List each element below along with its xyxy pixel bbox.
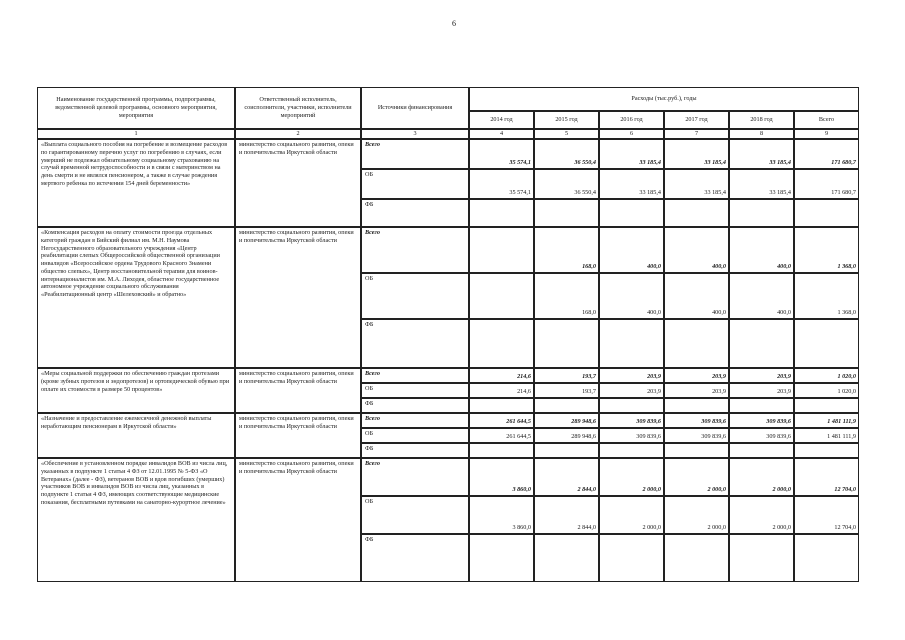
value-ob-2017: 400,0 xyxy=(664,273,729,319)
value-total-all: 1 481 111,9 xyxy=(794,413,859,428)
budget-table xyxy=(37,87,859,582)
value-total-2015: 36 550,4 xyxy=(534,139,599,169)
header-funding-sources: Источники финансирования xyxy=(361,87,469,129)
value-total-2017: 203,9 xyxy=(664,368,729,383)
source-total-label: Всего xyxy=(361,227,469,273)
column-number-5: 5 xyxy=(534,129,599,139)
row-program-name: «Выплата социального пособия на погребение и возмещение расходов по гарантированному перечню услуг по погребению в случаях, если умерший не подлежал обязательному социальному страхованию на случай временной нетрудоспособности и в связи с материнством на день смерти и не являлся пенсионером, а также в случае рождения мертвого ребенка по истечении 154 дней беременности» xyxy=(37,139,235,227)
column-number-row xyxy=(37,129,859,139)
value-fb-2014 xyxy=(469,398,534,413)
column-number-6: 6 xyxy=(599,129,664,139)
column-number-3: 3 xyxy=(361,129,469,139)
value-total-2017: 33 185,4 xyxy=(664,139,729,169)
header-year-2017: 2017 год xyxy=(664,111,729,129)
source-total-label: Всего xyxy=(361,139,469,169)
value-fb-2016 xyxy=(599,398,664,413)
value-total-all: 1 020,0 xyxy=(794,368,859,383)
value-ob-2014: 3 860,0 xyxy=(469,496,534,534)
value-fb-2016 xyxy=(599,443,664,458)
value-fb-all xyxy=(794,199,859,227)
table-row xyxy=(37,413,859,458)
value-total-2016: 2 000,0 xyxy=(599,458,664,496)
value-total-2018: 33 185,4 xyxy=(729,139,794,169)
value-fb-2018 xyxy=(729,443,794,458)
source-fb-label: ФБ xyxy=(361,534,469,582)
value-fb-2016 xyxy=(599,199,664,227)
value-ob-2014 xyxy=(469,273,534,319)
row-executor: министерство социального развития, опеки и попечительства Иркутской области xyxy=(235,227,361,368)
value-ob-2017: 33 185,4 xyxy=(664,169,729,199)
value-fb-2014 xyxy=(469,199,534,227)
value-total-2014: 35 574,1 xyxy=(469,139,534,169)
header-program-name: Наименование государственной программы, подпрограммы, ведомственной целевой программы, основного мероприятия, мероприятия xyxy=(37,87,235,129)
value-ob-2018: 400,0 xyxy=(729,273,794,319)
value-fb-all xyxy=(794,443,859,458)
value-total-all: 12 704,0 xyxy=(794,458,859,496)
header-year-2018: 2018 год xyxy=(729,111,794,129)
source-fb-label: ФБ xyxy=(361,319,469,368)
value-total-2018: 309 839,6 xyxy=(729,413,794,428)
value-ob-2016: 33 185,4 xyxy=(599,169,664,199)
value-ob-2015: 193,7 xyxy=(534,383,599,398)
page-number: 6 xyxy=(452,19,456,28)
value-ob-2015: 2 844,0 xyxy=(534,496,599,534)
value-fb-2017 xyxy=(664,319,729,368)
value-ob-2018: 309 839,6 xyxy=(729,428,794,443)
row-executor: министерство социального развития, опеки и попечительства Иркутской области xyxy=(235,413,361,458)
source-ob-label: ОБ xyxy=(361,496,469,534)
header-year-2014: 2014 год xyxy=(469,111,534,129)
table-row xyxy=(37,227,859,368)
row-executor: министерство социального развития, опеки и попечительства Иркутской области xyxy=(235,368,361,413)
source-ob-label: ОБ xyxy=(361,169,469,199)
value-fb-2015 xyxy=(534,199,599,227)
row-program-name: «Обеспечение в установленном порядке инвалидов ВОВ из числа лиц, указанных в подпункте 1 статьи 4 ФЗ от 12.01.1995 № 5-ФЗ «О Ветеранах» (далее - ФЗ), ветеранов ВОВ и вдов погибших (умерших) участников ВОВ и инвалидов ВОВ из числа лиц, указанных в подпункте 1 статьи 4 ФЗ, имеющих соответствующие медицинские показания, бесплатными путевками на санаторно-курортное лечение» xyxy=(37,458,235,582)
value-total-2016: 400,0 xyxy=(599,227,664,273)
header-total: Всего xyxy=(794,111,859,129)
row-program-name: «Меры социальной поддержки по обеспечению граждан протезами (кроме зубных протезов и эндопротезов) и ортопедической обувью при оплате их стоимости в размере 50 процентов» xyxy=(37,368,235,413)
table-row xyxy=(37,458,859,582)
table-row xyxy=(37,368,859,413)
value-ob-2014: 214,6 xyxy=(469,383,534,398)
column-number-7: 7 xyxy=(664,129,729,139)
value-ob-2016: 2 000,0 xyxy=(599,496,664,534)
value-ob-2014: 261 644,5 xyxy=(469,428,534,443)
column-number-8: 8 xyxy=(729,129,794,139)
table-row xyxy=(37,139,859,227)
value-ob-2017: 2 000,0 xyxy=(664,496,729,534)
value-fb-2016 xyxy=(599,319,664,368)
row-program-name: «Назначение и предоставление ежемесячной денежной выплаты неработающим пенсионерам в Иркутской области» xyxy=(37,413,235,458)
source-ob-label: ОБ xyxy=(361,428,469,443)
value-total-2018: 2 000,0 xyxy=(729,458,794,496)
value-fb-2017 xyxy=(664,443,729,458)
row-executor: министерство социального развития, опеки и попечительства Иркутской области xyxy=(235,139,361,227)
value-ob-2017: 309 839,6 xyxy=(664,428,729,443)
value-fb-2015 xyxy=(534,443,599,458)
value-total-2015: 2 844,0 xyxy=(534,458,599,496)
value-fb-2015 xyxy=(534,534,599,582)
column-number-4: 4 xyxy=(469,129,534,139)
value-total-2014: 261 644,5 xyxy=(469,413,534,428)
value-ob-2014: 35 574,1 xyxy=(469,169,534,199)
source-total-label: Всего xyxy=(361,413,469,428)
value-ob-2015: 36 550,4 xyxy=(534,169,599,199)
source-ob-label: ОБ xyxy=(361,383,469,398)
value-fb-all xyxy=(794,319,859,368)
value-total-2014: 214,6 xyxy=(469,368,534,383)
value-fb-2017 xyxy=(664,398,729,413)
value-total-2016: 203,9 xyxy=(599,368,664,383)
column-number-1: 1 xyxy=(37,129,235,139)
value-fb-all xyxy=(794,398,859,413)
value-fb-2018 xyxy=(729,398,794,413)
value-total-2017: 309 839,6 xyxy=(664,413,729,428)
value-ob-all: 171 680,7 xyxy=(794,169,859,199)
value-total-2015: 193,7 xyxy=(534,368,599,383)
value-ob-2016: 400,0 xyxy=(599,273,664,319)
value-ob-2018: 2 000,0 xyxy=(729,496,794,534)
value-ob-2018: 203,9 xyxy=(729,383,794,398)
value-fb-2014 xyxy=(469,534,534,582)
value-total-2014: 3 860,0 xyxy=(469,458,534,496)
value-fb-2018 xyxy=(729,199,794,227)
source-fb-label: ФБ xyxy=(361,199,469,227)
value-ob-2018: 33 185,4 xyxy=(729,169,794,199)
source-ob-label: ОБ xyxy=(361,273,469,319)
value-ob-2016: 203,9 xyxy=(599,383,664,398)
value-total-2016: 309 839,6 xyxy=(599,413,664,428)
value-ob-2016: 309 839,6 xyxy=(599,428,664,443)
source-total-label: Всего xyxy=(361,368,469,383)
value-fb-2018 xyxy=(729,319,794,368)
value-fb-2016 xyxy=(599,534,664,582)
header-expenses-group: Расходы (тыс.руб.), годы xyxy=(469,87,859,111)
value-total-all: 171 680,7 xyxy=(794,139,859,169)
value-total-2018: 400,0 xyxy=(729,227,794,273)
source-fb-label: ФБ xyxy=(361,443,469,458)
value-ob-all: 1 368,0 xyxy=(794,273,859,319)
value-fb-2014 xyxy=(469,443,534,458)
value-ob-2017: 203,9 xyxy=(664,383,729,398)
column-number-9: 9 xyxy=(794,129,859,139)
header-year-2016: 2016 год xyxy=(599,111,664,129)
value-ob-2015: 168,0 xyxy=(534,273,599,319)
value-total-2016: 33 185,4 xyxy=(599,139,664,169)
row-program-name: «Компенсация расходов на оплату стоимости проезда отдельных категорий граждан в Бийский филиал им. М.Н. Наумова Негосударственного образовательного учреждения «Центр реабилитации слепых Общероссийской общественной организации инвалидов «Всероссийское ордена Трудового Красного Знамени общество слепых», Центр восстановительной терапии для воинов-интернационалистов им. М.А. Лиходея, областное государственное автономное учреждение социального обслуживания «Реабилитационный центр «Шелеховский» и обратно» xyxy=(37,227,235,368)
source-total-label: Всего xyxy=(361,458,469,496)
value-total-2015: 168,0 xyxy=(534,227,599,273)
value-fb-2018 xyxy=(729,534,794,582)
header-responsible: Ответственный исполнитель, соисполнители, участники, исполнители мероприятий xyxy=(235,87,361,129)
value-total-all: 1 368,0 xyxy=(794,227,859,273)
value-total-2015: 289 948,6 xyxy=(534,413,599,428)
value-fb-2017 xyxy=(664,534,729,582)
value-total-2017: 400,0 xyxy=(664,227,729,273)
value-fb-2017 xyxy=(664,199,729,227)
value-ob-2015: 289 948,6 xyxy=(534,428,599,443)
value-total-2017: 2 000,0 xyxy=(664,458,729,496)
value-fb-2015 xyxy=(534,319,599,368)
value-fb-2014 xyxy=(469,319,534,368)
column-number-2: 2 xyxy=(235,129,361,139)
value-ob-all: 1 481 111,9 xyxy=(794,428,859,443)
value-total-2014 xyxy=(469,227,534,273)
value-ob-all: 1 020,0 xyxy=(794,383,859,398)
row-executor: министерство социального развития, опеки и попечительства Иркутской области xyxy=(235,458,361,582)
value-fb-2015 xyxy=(534,398,599,413)
value-ob-all: 12 704,0 xyxy=(794,496,859,534)
source-fb-label: ФБ xyxy=(361,398,469,413)
value-total-2018: 203,9 xyxy=(729,368,794,383)
value-fb-all xyxy=(794,534,859,582)
header-year-2015: 2015 год xyxy=(534,111,599,129)
table-header xyxy=(37,87,859,129)
